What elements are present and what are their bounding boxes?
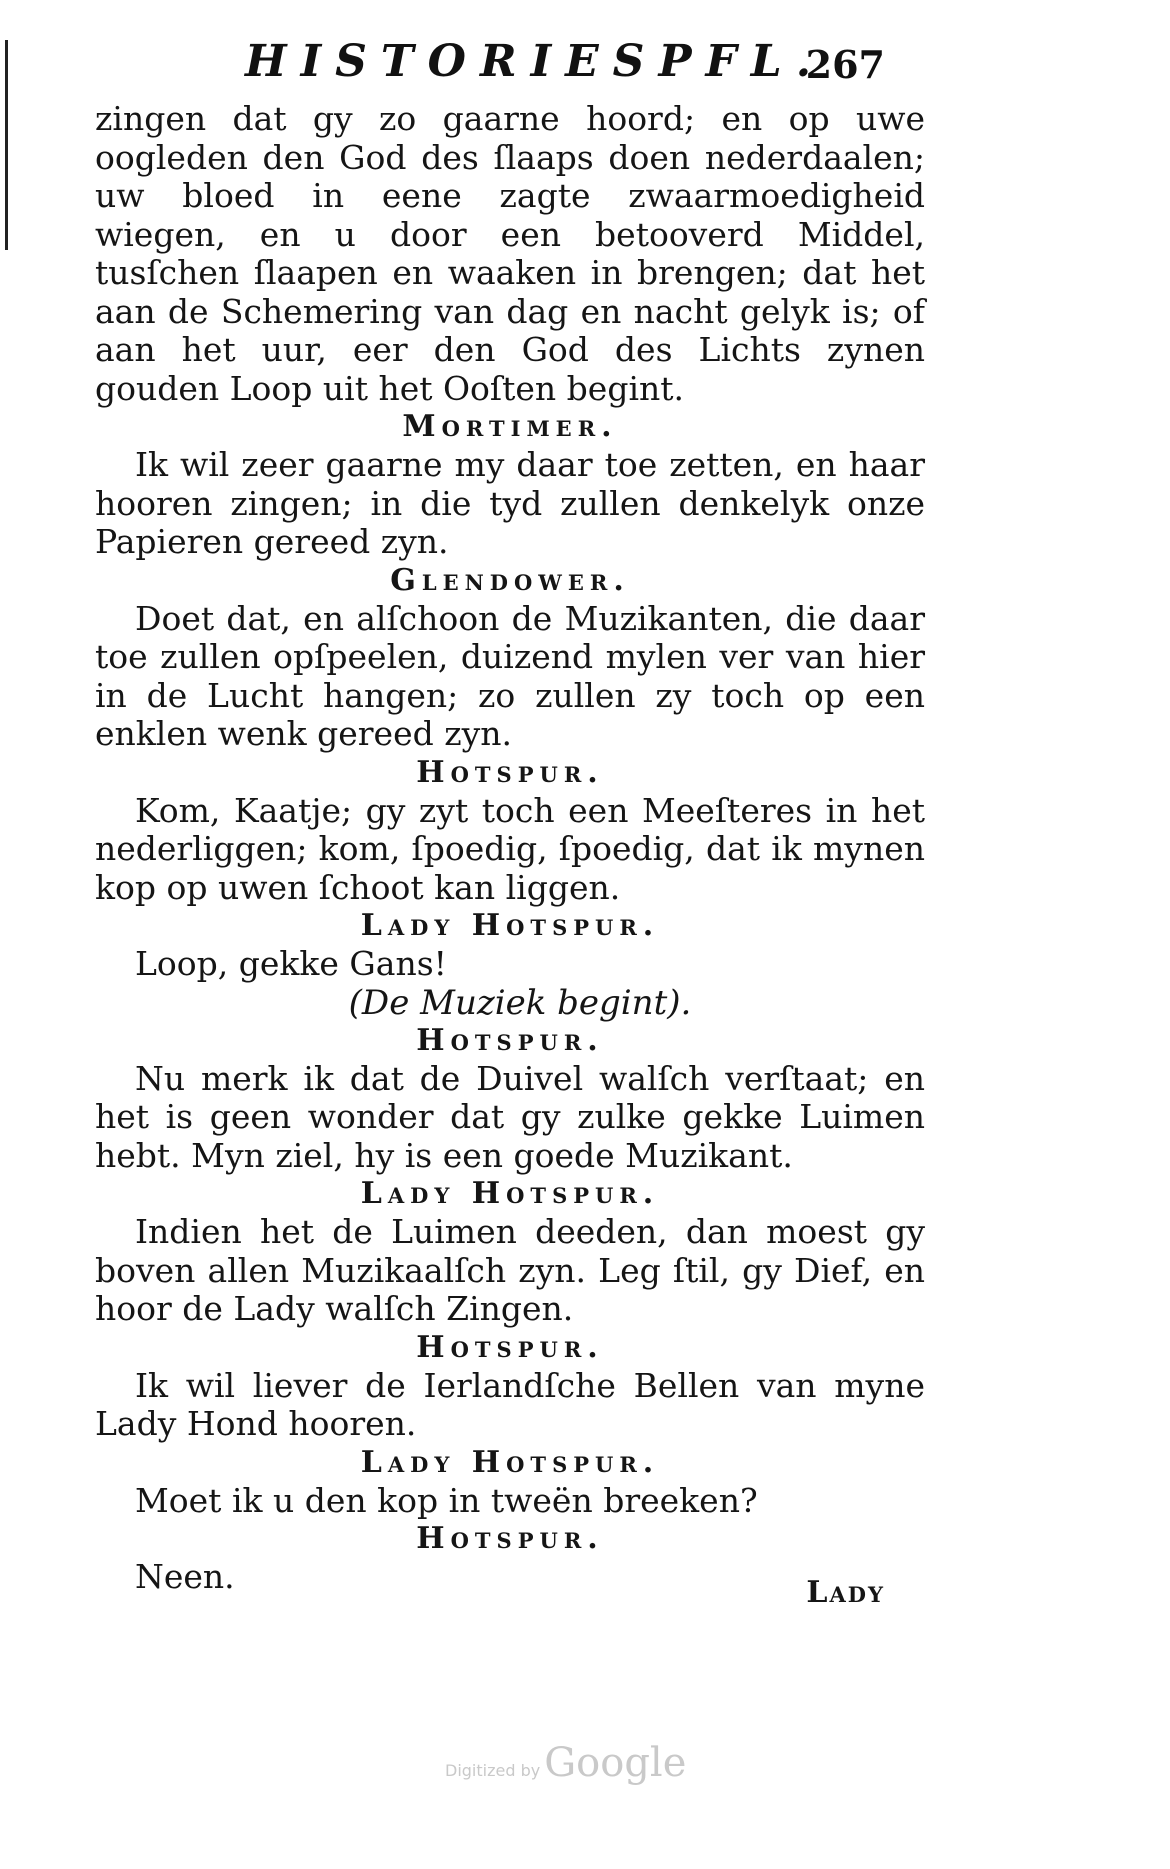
book-page [95, 30, 925, 1780]
speaker-label: Glendower. [390, 562, 630, 598]
speech: Kom, Kaatje; gy zyt toch een Meeſteres in het nederliggen; kom, ſpoedig, ſpoedig, dat ik mynen kop op uwen ſchoot kan liggen. [95, 790, 925, 907]
speech: Nu merk ik dat de Duivel walſch verſtaat; en het is geen wonder dat gy zulke gekke Luimen hebt. Myn ziel, hy is een goede Muzikant. [95, 1058, 925, 1175]
speech: Ik wil zeer gaarne my daar toe zetten, en haar hooren zingen; in die tyd zullen denkelyk onze Papieren gereed zyn. [95, 445, 925, 561]
speech: Neen. [135, 1557, 235, 1596]
page-edge-rule [5, 40, 8, 250]
speaker-label: Mortimer. [402, 409, 618, 444]
running-title: HISTORIESPFL. [245, 36, 826, 87]
catchword: Lady [806, 1575, 885, 1610]
speech: Doet dat, en alſchoon de Muzikanten, die daar toe zullen opſpeelen, duizend mylen ver van hier in de Lucht hangen; zo zullen zy toch op een enklen wenk gereed zyn. [95, 598, 925, 753]
page-header [95, 30, 925, 100]
digitization-watermark [445, 1740, 686, 1786]
speaker-label: Lady Hotspur. [360, 908, 660, 943]
speaker-label: Hotspur. [416, 754, 604, 790]
watermark-logo: Google [544, 1740, 687, 1786]
speaker-label: Lady Hotspur. [360, 1176, 660, 1211]
speaker-label: Lady Hotspur. [360, 1444, 660, 1480]
speaker-label: Hotspur. [416, 1329, 604, 1365]
paragraph: zingen dat gy zo gaarne hoord; en op uwe oogleden den God des ſlaaps doen nederdaalen; uw bloed in eene zagte zwaarmoedigheid wiegen, en u door een betooverd Middel, tusſchen ſlaapen en waaken in brengen; dat het aan de Schemering van dag en nacht gelyk is; of aan het uur, eer den God des Lichts zynen gouden Loop uit het Ooſten begint. [95, 99, 925, 408]
stage-direction: (De Muziek begint). [348, 982, 692, 1023]
speech: Loop, gekke Gans! [135, 944, 447, 983]
speaker-label: Hotspur. [416, 1521, 604, 1556]
page-number: 267 [805, 42, 885, 87]
speaker-label: Hotspur. [416, 1022, 604, 1058]
speech: Indien het de Luimen deeden, dan moest gy boven allen Muzikaalſch zyn. Leg ſtil, gy Dief, en hoor de Lady walſch Zingen. [95, 1212, 925, 1328]
text-body [95, 100, 925, 1597]
speech: Moet ik u den kop in tweën breeken? [135, 1480, 758, 1520]
speech: Ik wil liever de Ierlandſche Bellen van myne Lady Hond hooren. [95, 1365, 925, 1443]
watermark-prefix: Digitized by [445, 1761, 541, 1780]
